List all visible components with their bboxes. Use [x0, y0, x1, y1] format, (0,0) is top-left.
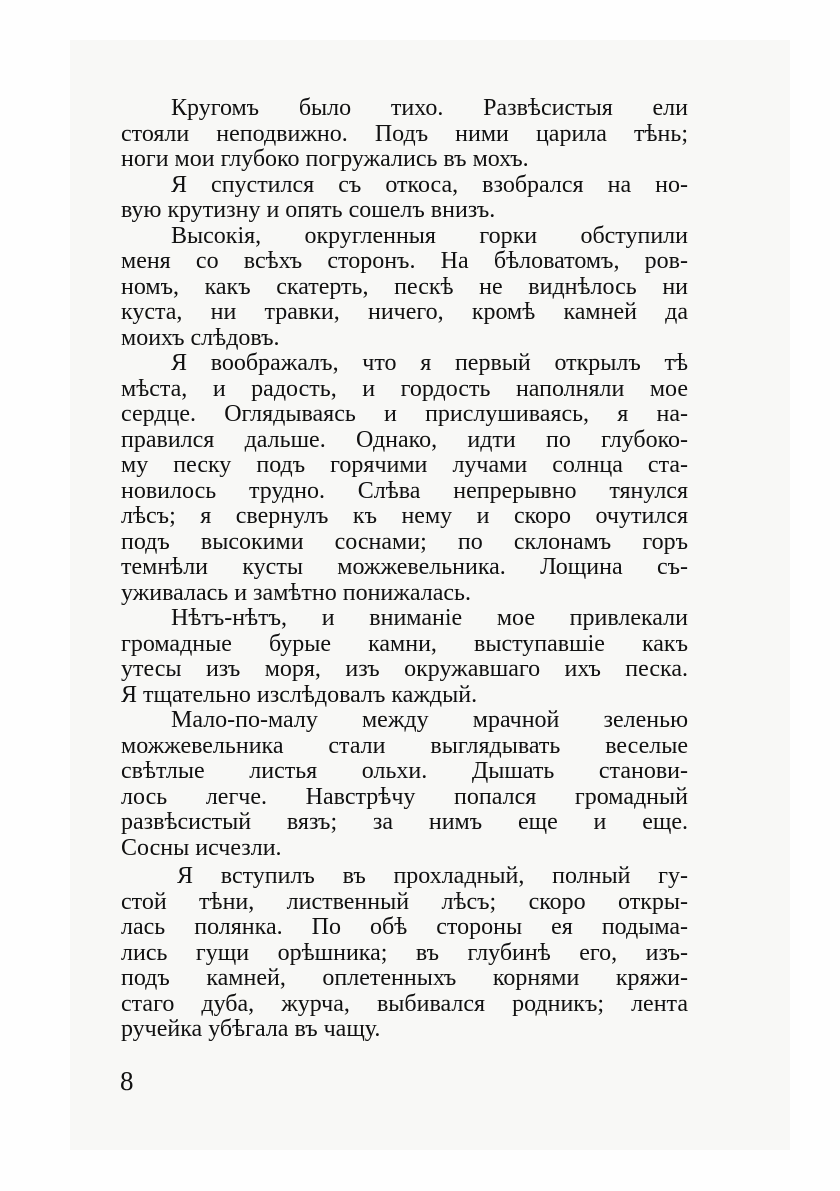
text-line: стаго дуба, журча, выбивался родникъ; лента [121, 990, 688, 1017]
text-line: куста, ни травки, ничего, кромѣ камней да [121, 299, 688, 325]
text-line: можжевельника стали выглядывать веселые [121, 732, 688, 759]
text-line: Мало-по-малу между мрачной зеленью [171, 707, 688, 733]
text-line: ручейка убѣгала въ чащу. [121, 1016, 381, 1042]
text-line: уживалась и замѣтно понижалась. [121, 579, 471, 606]
text-line: подъ высокими соснами; по склонамъ горъ [121, 528, 688, 555]
text-line: стой тѣни, лиственный лѣсъ; скоро откры- [121, 888, 688, 915]
text-line: Высокія, округленныя горки обступили [171, 222, 688, 249]
text-line: Кругомъ было тихо. Развѣсистыя ели [171, 95, 688, 121]
text-line: лись гущи орѣшника; въ глубинѣ его, изъ- [121, 939, 688, 966]
text-line: меня со всѣхъ сторонъ. На бѣловатомъ, ров- [121, 248, 688, 274]
text-line: мѣста, и радость, и гордость наполняли мое [121, 375, 688, 402]
text-line: Сосны исчезли. [121, 834, 282, 861]
paragraph [121, 351, 688, 606]
text-line: правился дальше. Однако, идти по глубоко- [121, 426, 688, 453]
text-line: громадные бурые камни, выступавшіе какъ [121, 630, 688, 657]
paragraph [121, 606, 688, 708]
text-line: утесы изъ моря, изъ окружавшаго ихъ песка. [121, 656, 688, 682]
text-line: подъ камней, оплетенныхъ корнями кряжи- [121, 965, 688, 991]
text-line: лось легче. Навстрѣчу попался громадный [121, 783, 688, 810]
text-line: новилось трудно. Слѣва непрерывно тянулся [121, 477, 688, 504]
paragraph [121, 173, 688, 224]
text-block-3 [121, 864, 688, 1043]
text-line: Нѣтъ-нѣтъ, и вниманіе мое привлекали [171, 605, 688, 631]
text-line: ноги мои глубоко погружались въ мохъ. [121, 146, 529, 172]
text-line: темнѣли кусты можжевельника. Лощина съ- [121, 554, 688, 580]
text-block-2 [121, 708, 688, 861]
text-block-1 [121, 96, 688, 708]
text-line: Я тщательно изслѣдовалъ каждый. [121, 681, 478, 708]
paragraph [121, 96, 688, 173]
paragraph [121, 224, 688, 352]
text-line: Я воображалъ, что я первый открылъ тѣ [171, 350, 688, 376]
page-number: 8 [120, 1066, 134, 1096]
text-line: развѣсистый вязъ; за нимъ еще и еще. [121, 809, 688, 835]
text-line: номъ, какъ скатерть, пескѣ не виднѣлось ни [121, 273, 688, 300]
text-line: сердце. Оглядываясь и прислушиваясь, я на- [121, 401, 688, 427]
paragraph [121, 708, 688, 861]
text-line: лѣсъ; я свернулъ къ нему и скоро очутился [121, 503, 688, 529]
paragraph [121, 864, 688, 1043]
text-line: лась полянка. По обѣ стороны ея подыма- [121, 914, 688, 940]
text-line: му песку подъ горячими лучами солнца ста- [121, 452, 688, 478]
text-line: моихъ слѣдовъ. [121, 324, 280, 351]
text-line: Я спустился съ откоса, взобрался на но- [171, 171, 688, 198]
text-line: Я вступилъ въ прохладный, полный гу- [177, 863, 688, 889]
text-line: стояли неподвижно. Подъ ними царила тѣнь; [121, 120, 688, 147]
text-line: свѣтлые листья ольхи. Дышать станови- [121, 758, 688, 784]
text-line: вую крутизну и опять сошелъ внизъ. [121, 197, 496, 223]
